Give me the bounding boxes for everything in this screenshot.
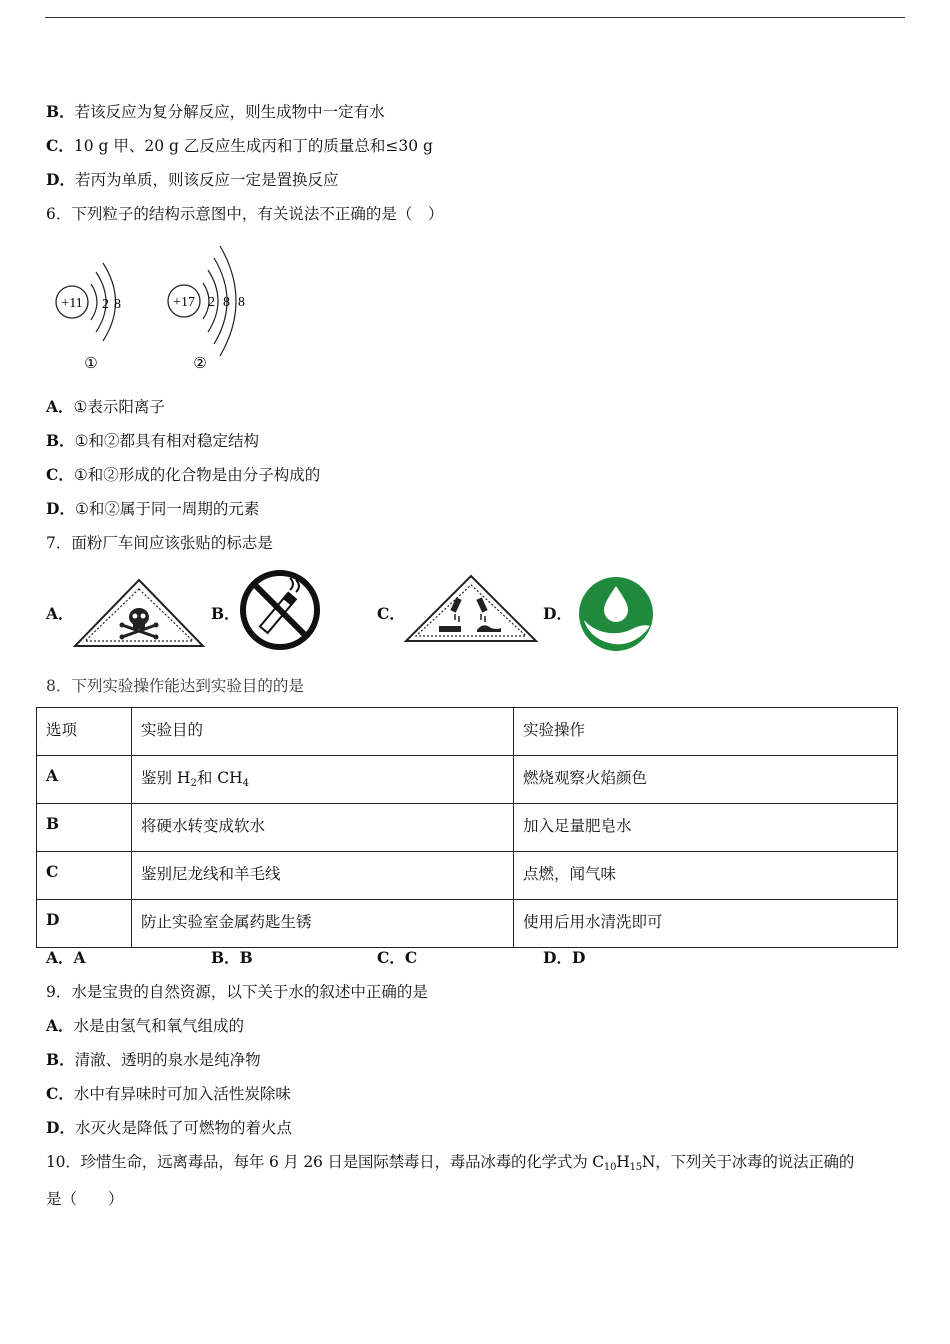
- q8-answer-d[interactable]: D．D: [543, 948, 586, 967]
- table-row: [37, 900, 898, 948]
- svg-text:8: 8: [238, 295, 245, 310]
- q6-option-d[interactable]: D．①和②属于同一周期的元素: [46, 499, 260, 518]
- q8-stem: 8．下列实验操作能达到实验目的的是: [46, 677, 304, 695]
- atom-1: [56, 263, 121, 372]
- q5-option-d[interactable]: D．若丙为单质，则该反应一定是置换反应: [46, 170, 339, 189]
- table-row: [37, 852, 898, 900]
- q6-option-a[interactable]: A．①表示阳离子: [46, 397, 165, 416]
- q5-option-c[interactable]: C．10 g 甲、20 g 乙反应生成丙和丁的质量总和≤30 g: [46, 136, 433, 155]
- q9-option-a[interactable]: A．水是由氢气和氧气组成的: [46, 1016, 245, 1035]
- q5-option-b[interactable]: B．若该反应为复分解反应，则生成物中一定有水: [46, 102, 385, 121]
- svg-text:2: 2: [208, 295, 215, 310]
- q8-answer-b[interactable]: B．B: [211, 948, 253, 967]
- q9-option-c[interactable]: C．水中有异味时可加入活性炭除味: [46, 1084, 291, 1103]
- option-cell: A: [37, 756, 132, 804]
- svg-text:+11: +11: [61, 296, 83, 311]
- table-row: [37, 756, 898, 804]
- q7-option-c-label[interactable]: C．: [377, 604, 405, 623]
- q7-option-b-label[interactable]: B．: [211, 604, 240, 623]
- atom-structure-diagram: [48, 240, 258, 375]
- no-smoking-icon[interactable]: [238, 568, 322, 652]
- svg-text:8: 8: [223, 295, 230, 310]
- goal-cell: 鉴别 $H_2$和 $CH_4$: [132, 756, 514, 804]
- q6-stem: 6．下列粒子的结构示意图中，有关说法不正确的是（ ）: [46, 205, 444, 223]
- goal-cell: 防止实验室金属药匙生锈: [132, 900, 514, 948]
- q8-answer-c[interactable]: C．C: [377, 948, 418, 967]
- q9-option-b[interactable]: B．清澈、透明的泉水是纯净物: [46, 1050, 261, 1069]
- header-cell: 实验目的: [132, 708, 514, 756]
- q6-option-b[interactable]: B．①和②都具有相对稳定结构: [46, 431, 260, 450]
- option-cell: C: [37, 852, 132, 900]
- operation-cell: 点燃，闻气味: [514, 852, 898, 900]
- q10-stem: 10．珍惜生命，远离毒品，每年 6 月 26 日是国际禁毒日，毒品冰毒的化学式为 $C_{10}H_{15}N$，下列关于冰毒的说法正确的: [46, 1153, 855, 1173]
- svg-text:②: ②: [193, 354, 207, 372]
- table-row: [37, 804, 898, 852]
- svg-text:8: 8: [114, 297, 121, 312]
- experiment-table: [36, 707, 898, 948]
- operation-cell: 加入足量肥皂水: [514, 804, 898, 852]
- q10-stem-continued: 是（ ）: [46, 1190, 124, 1208]
- q9-stem: 9．水是宝贵的自然资源，以下关于水的叙述中正确的是: [46, 983, 428, 1001]
- atom-2: [168, 246, 245, 372]
- goal-cell: 将硬水转变成软水: [132, 804, 514, 852]
- table-header-row: [37, 708, 898, 756]
- q7-option-a-label[interactable]: A．: [46, 604, 74, 623]
- option-cell: D: [37, 900, 132, 948]
- corrosive-warning-icon[interactable]: [403, 574, 539, 644]
- header-cell: 实验操作: [514, 708, 898, 756]
- svg-text:①: ①: [84, 354, 98, 372]
- header-rule: [45, 17, 905, 18]
- operation-cell: 燃烧观察火焰颜色: [514, 756, 898, 804]
- water-saving-icon[interactable]: [578, 576, 654, 652]
- operation-cell: 使用后用水清洗即可: [514, 900, 898, 948]
- toxic-skull-warning-icon[interactable]: [72, 577, 206, 649]
- q9-option-d[interactable]: D．水灭火是降低了可燃物的着火点: [46, 1118, 292, 1137]
- option-cell: B: [37, 804, 132, 852]
- q6-option-c[interactable]: C．①和②形成的化合物是由分子构成的: [46, 465, 321, 484]
- header-cell: 选项: [37, 708, 132, 756]
- q7-stem: 7．面粉厂车间应该张贴的标志是: [46, 534, 273, 552]
- svg-text:2: 2: [102, 297, 109, 312]
- q7-option-d-label[interactable]: D．: [543, 604, 572, 623]
- svg-text:+17: +17: [173, 295, 195, 310]
- q8-answer-a[interactable]: A．A: [46, 948, 86, 967]
- goal-cell: 鉴别尼龙线和羊毛线: [132, 852, 514, 900]
